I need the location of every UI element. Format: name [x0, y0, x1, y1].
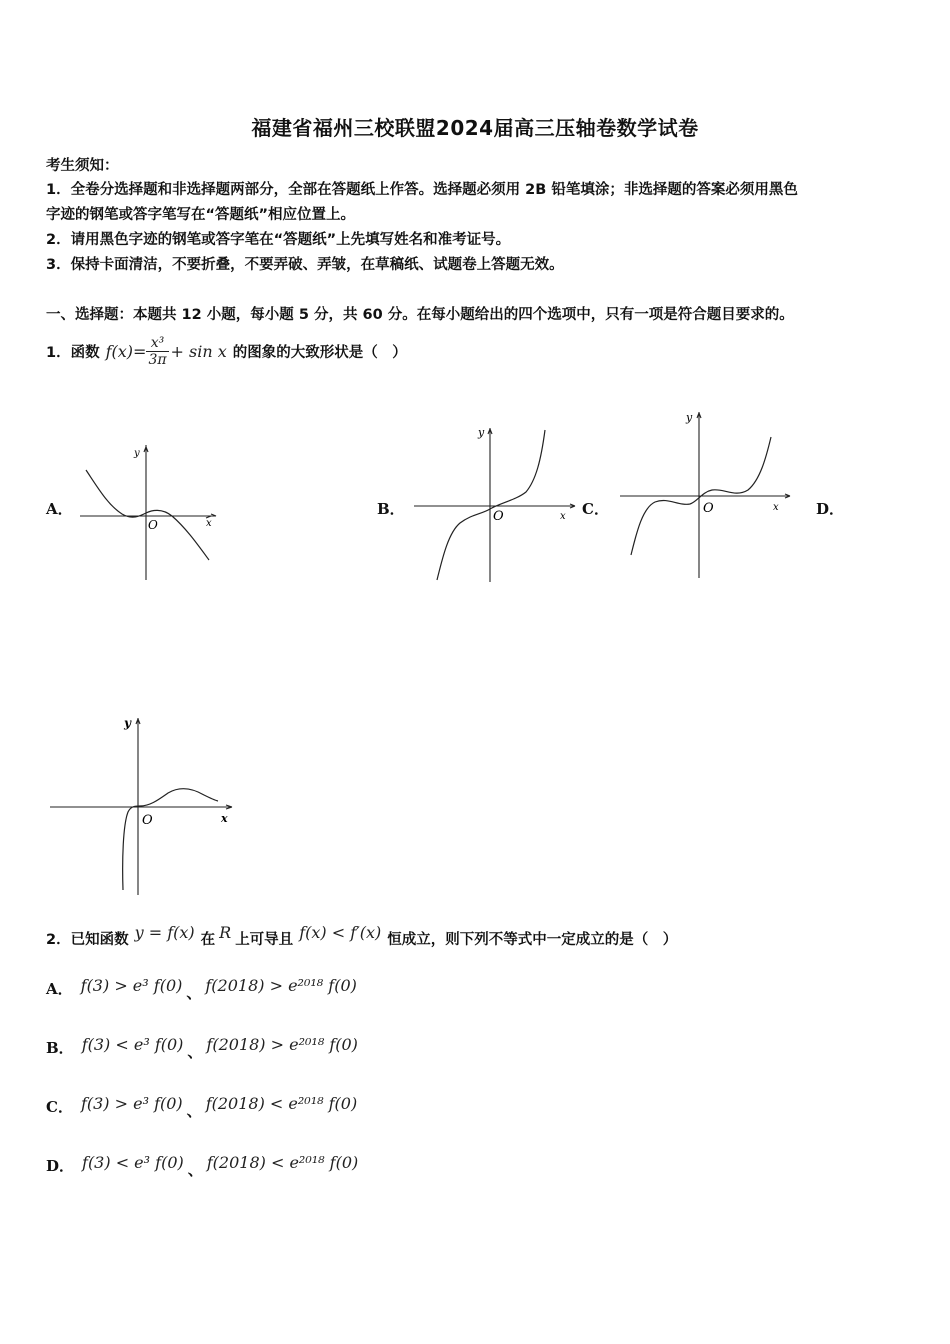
- graph-c-origin-label: O: [703, 501, 714, 516]
- q2-option-c: [46, 1094, 358, 1120]
- graph-d-curve: [123, 789, 218, 890]
- q2-option-d: [46, 1153, 359, 1179]
- q1-denominator: 3π: [148, 351, 167, 368]
- page-title: 福建省福州三校联盟2024届高三压轴卷数学试卷: [251, 116, 699, 140]
- graph-d-x-label: x: [221, 812, 228, 825]
- notice-heading: 考生须知：: [46, 158, 119, 174]
- notice-line-1a: 1．全卷分选择题和非选择题两部分，全部在答题纸上作答。选择题必须用 2B 铅笔填涂；非选择题的答案必须用黑色: [46, 182, 798, 198]
- q2-prefix: 2．已知函数: [46, 931, 129, 948]
- q2-option-b: [46, 1035, 358, 1061]
- graph-b-origin-label: O: [493, 509, 504, 524]
- q2-option-c-expr-2: f(2018) < e²⁰¹⁸ f(0): [205, 1094, 358, 1113]
- q2-option-b-expr-1: f(3) < e³ f(0): [81, 1035, 184, 1054]
- q2-option-d-expr-2: f(2018) < e²⁰¹⁸ f(0): [206, 1153, 359, 1172]
- q2-option-a: [46, 976, 357, 1002]
- q1-suffix: 的图象的大致形状是（ ）: [232, 344, 407, 361]
- q2-option-b-separator: 、: [187, 1043, 203, 1061]
- q2-suffix: 恒成立，则下列不等式中一定成立的是（ ）: [387, 931, 678, 948]
- q2-option-c-separator: 、: [186, 1102, 202, 1120]
- graph-a-origin-label: O: [148, 518, 158, 532]
- q2-option-c-expr-1: f(3) > e³ f(0): [80, 1094, 183, 1113]
- q2-mid-1: 在: [200, 931, 216, 948]
- q1-lhs: f(x)=: [105, 341, 147, 361]
- notice-line-1b: 字迹的钢笔或答字笔写在“答题纸”相应位置上。: [46, 207, 356, 223]
- graph-c-x-label: x: [773, 502, 779, 513]
- q1-option-b-label: B．: [377, 500, 405, 518]
- graph-d-y-label: y: [124, 716, 131, 730]
- q2-option-a-expr-2: f(2018) > e²⁰¹⁸ f(0): [205, 976, 357, 995]
- q2-math-1: y = f(x): [134, 922, 195, 942]
- q1-prefix: 1．函数: [46, 344, 100, 361]
- q2-math-2: R: [219, 922, 232, 942]
- q2-option-d-label: D．: [46, 1157, 75, 1175]
- graph-b-y-label: y: [478, 426, 485, 439]
- graph-c-y-label: y: [686, 411, 693, 424]
- graph-d-x-arrow-icon: [226, 805, 232, 809]
- graph-d-origin-label: O: [142, 813, 153, 828]
- graph-a-y-label: y: [134, 448, 140, 459]
- section-heading: 一、选择题：本题共 12 小题，每小题 5 分，共 60 分。在每小题给出的四个选项中，只有一项是符合题目要求的。: [46, 307, 794, 323]
- q2-option-a-separator: 、: [186, 984, 202, 1002]
- q2-option-c-label: C．: [46, 1098, 73, 1116]
- q1-option-c-label: C．: [582, 500, 609, 518]
- q2-option-d-expr-1: f(3) < e³ f(0): [82, 1153, 184, 1172]
- graph-a-x-label: x: [206, 518, 212, 529]
- notice-line-3: 3．保持卡面清洁，不要折叠，不要弄破、弄皱，在草稿纸、试题卷上答题无效。: [46, 257, 564, 273]
- q1-option-a-label: A．: [46, 500, 73, 518]
- q1-tail: + sin x: [170, 341, 227, 361]
- q2-option-a-expr-1: f(3) > e³ f(0): [80, 976, 183, 995]
- graph-b-x-label: x: [560, 511, 566, 522]
- question-2: [46, 920, 677, 956]
- q2-option-b-expr-2: f(2018) > e²⁰¹⁸ f(0): [206, 1035, 358, 1054]
- q2-math-3: f(x) < f′(x): [299, 922, 382, 942]
- q2-option-d-separator: 、: [187, 1161, 203, 1179]
- q2-option-b-label: B．: [46, 1039, 74, 1057]
- notice-line-2: 2．请用黑色字迹的钢笔或答字笔在“答题纸”上先填写姓名和准考证号。: [46, 232, 511, 248]
- q1-option-d-label: D．: [816, 500, 845, 518]
- q1-numerator: x³: [146, 335, 168, 352]
- q2-option-a-label: A．: [46, 980, 73, 998]
- q2-mid-2: 上可导且: [235, 931, 294, 948]
